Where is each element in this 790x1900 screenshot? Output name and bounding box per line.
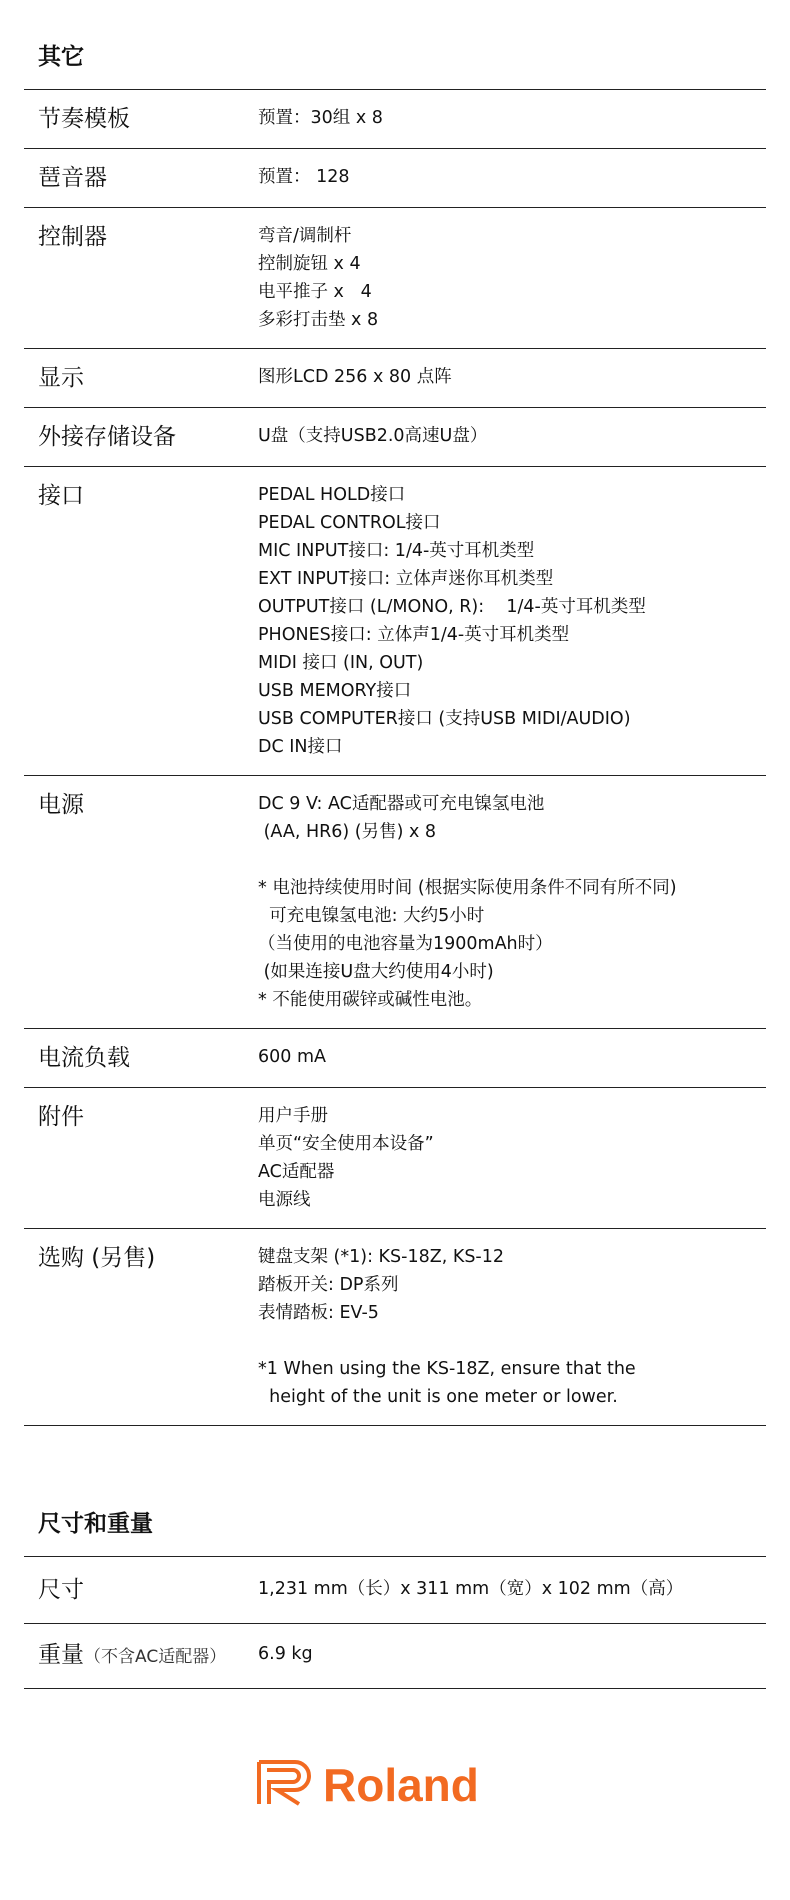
row-label-size: 尺寸 — [38, 1577, 84, 1603]
section-title-dimensions: 尺寸和重量 — [38, 1511, 153, 1537]
row-value — [258, 1043, 766, 1073]
table-row — [24, 1557, 766, 1624]
value-line: *1 When using the KS-18Z, ensure that the — [258, 1359, 636, 1379]
value-line: EXT INPUT接口: 立体声迷你耳机类型 — [258, 569, 554, 589]
row-value — [258, 790, 766, 1014]
row-label: 电源 — [38, 792, 84, 818]
spec-table-dimensions — [24, 1556, 766, 1689]
row-value-size — [258, 1575, 766, 1605]
value-line: 多彩打击垫 x 8 — [258, 310, 379, 330]
spec-table-other — [24, 89, 766, 1426]
value-line: 电源线 — [258, 1190, 311, 1210]
row-label: 外接存储设备 — [38, 424, 176, 450]
value-line: * 不能使用碳锌或碱性电池。 — [258, 990, 483, 1010]
section-title-other: 其它 — [38, 44, 84, 70]
weight-label: 重量 — [38, 1642, 84, 1668]
value-line: 1,231 mm（长）x 311 mm（宽）x 102 mm（高） — [258, 1579, 684, 1599]
row-value — [258, 163, 766, 193]
row-value — [258, 104, 766, 134]
value-line: PEDAL CONTROL接口 — [258, 513, 441, 533]
table-row — [24, 1029, 766, 1088]
value-line: 可充电镍氢电池: 大约5小时 — [258, 906, 485, 926]
value-line: DC IN接口 — [258, 737, 343, 757]
table-row — [24, 467, 766, 776]
value-line: USB MEMORY接口 — [258, 681, 412, 701]
table-row — [24, 349, 766, 408]
value-line: PHONES接口: 立体声1/4-英寸耳机类型 — [258, 625, 570, 645]
value-line: （当使用的电池容量为1900mAh时） — [258, 934, 553, 954]
value-line: 踏板开关: DP系列 — [258, 1275, 399, 1295]
row-value-weight — [258, 1640, 766, 1672]
value-line: AC适配器 — [258, 1162, 335, 1182]
value-line: * 电池持续使用时间 (根据实际使用条件不同有所不同) — [258, 878, 677, 898]
value-line: MIDI 接口 (IN, OUT) — [258, 653, 424, 673]
row-value — [258, 1243, 766, 1411]
value-line: 600 mA — [258, 1047, 326, 1067]
value-line: (如果连接U盘大约使用4小时) — [258, 962, 494, 982]
value-line: 弯音/调制杆 — [258, 226, 352, 246]
roland-logo — [255, 1752, 545, 1812]
value-line: USB COMPUTER接口 (支持USB MIDI/AUDIO) — [258, 709, 631, 729]
value-line: height of the unit is one meter or lower. — [258, 1387, 618, 1407]
row-value — [258, 422, 766, 452]
value-line: 预置： 128 — [258, 167, 350, 187]
value-line: 图形LCD 256 x 80 点阵 — [258, 367, 452, 387]
value-line: 键盘支架 (*1): KS-18Z, KS-12 — [258, 1247, 505, 1267]
row-value — [258, 481, 766, 761]
dimensions-section — [24, 1505, 766, 1689]
value-line — [258, 846, 766, 874]
table-row — [24, 408, 766, 467]
value-line: OUTPUT接口 (L/MONO, R): 1/4-英寸耳机类型 — [258, 597, 646, 617]
value-line: (AA, HR6) (另售) x 8 — [258, 822, 437, 842]
table-row — [24, 1229, 766, 1426]
logo-wordmark: Roland — [323, 1759, 479, 1811]
table-row — [24, 776, 766, 1029]
value-line: PEDAL HOLD接口 — [258, 485, 406, 505]
row-label: 选购 (另售) — [38, 1245, 156, 1271]
table-row — [24, 149, 766, 208]
row-label: 接口 — [38, 483, 84, 509]
value-line: 表情踏板: EV-5 — [258, 1303, 379, 1323]
row-label: 显示 — [38, 365, 84, 391]
row-value — [258, 1102, 766, 1214]
row-label: 控制器 — [38, 224, 107, 250]
table-row — [24, 1088, 766, 1229]
value-line: U盘（支持USB2.0高速U盘） — [258, 426, 488, 446]
row-value — [258, 363, 766, 393]
table-row — [24, 208, 766, 349]
value-line: 电平推子 x 4 — [258, 282, 372, 302]
value-line: MIC INPUT接口: 1/4-英寸耳机类型 — [258, 541, 535, 561]
row-label-weight — [24, 1640, 258, 1672]
weight-sub-label: （不含AC适配器） — [84, 1647, 227, 1667]
roland-emblem-icon — [259, 1762, 309, 1804]
table-row — [24, 1624, 766, 1689]
row-label: 电流负载 — [38, 1045, 130, 1071]
value-line: 预置：30组 x 8 — [258, 108, 383, 128]
table-row — [24, 90, 766, 149]
value-line: 单页“安全使用本设备” — [258, 1134, 434, 1154]
value-line: 6.9 kg — [258, 1644, 313, 1664]
value-line: DC 9 V: AC适配器或可充电镍氢电池 — [258, 794, 545, 814]
value-line: 控制旋钮 x 4 — [258, 254, 361, 274]
row-label: 节奏模板 — [38, 106, 130, 132]
row-label: 附件 — [38, 1104, 84, 1130]
row-value — [258, 222, 766, 334]
value-line: 用户手册 — [258, 1106, 328, 1126]
other-section — [24, 38, 766, 1426]
value-line — [258, 1327, 766, 1355]
row-label: 琶音器 — [38, 165, 107, 191]
